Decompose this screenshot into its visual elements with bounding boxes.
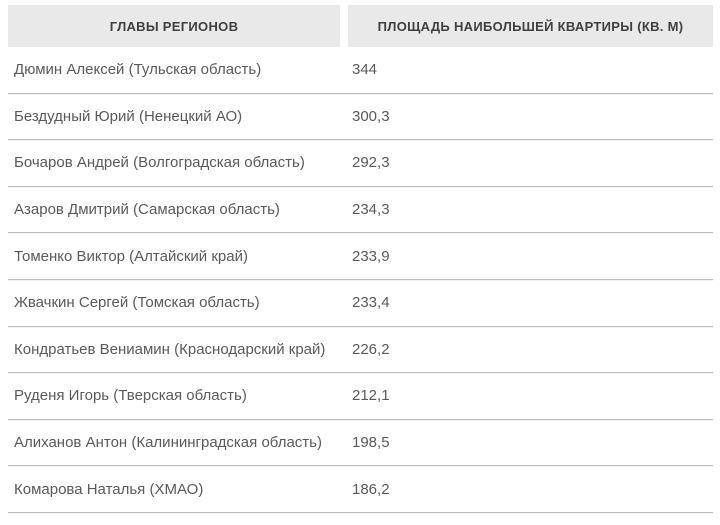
- apartment-area-cell: 234,3: [352, 201, 390, 219]
- apartment-area-cell: 344: [352, 61, 378, 79]
- column-header-region-heads: ГЛАВЫ РЕГИОНОВ: [8, 5, 340, 47]
- table-row: [8, 187, 713, 234]
- table-header-row: [8, 5, 713, 47]
- regions-apartments-table: [8, 5, 713, 513]
- region-head-cell: Бочаров Андрей (Волгоградская область): [14, 154, 305, 172]
- column-header-apartment-area: ПЛОЩАДЬ НАИБОЛЬШЕЙ КВАРТИРЫ (КВ. М): [348, 5, 713, 47]
- table-row: [8, 47, 713, 94]
- table-row: [8, 373, 713, 420]
- region-head-cell: Руденя Игорь (Тверская область): [14, 387, 247, 405]
- apartment-area-cell: 186,2: [352, 480, 390, 498]
- table-row: [8, 327, 713, 374]
- region-head-cell: Дюмин Алексей (Тульская область): [14, 61, 262, 79]
- region-head-cell: Азаров Дмитрий (Самарская область): [14, 201, 280, 219]
- table-row: [8, 94, 713, 141]
- table-body: [8, 47, 713, 513]
- apartment-area-cell: 292,3: [352, 154, 390, 172]
- apartment-area-cell: 226,2: [352, 340, 390, 358]
- apartment-area-cell: 300,3: [352, 107, 390, 125]
- region-head-cell: Жвачкин Сергей (Томская область): [14, 294, 260, 312]
- table-row: [8, 466, 713, 513]
- apartment-area-cell: 212,1: [352, 387, 390, 405]
- region-head-cell: Алиханов Антон (Калининградская область): [14, 434, 322, 452]
- table-row: [8, 233, 713, 280]
- header-column-gap: [340, 5, 348, 47]
- region-head-cell: Кондратьев Вениамин (Краснодарский край): [14, 340, 326, 358]
- apartment-area-cell: 233,9: [352, 247, 390, 265]
- table-row: [8, 420, 713, 467]
- region-head-cell: Томенко Виктор (Алтайский край): [14, 247, 248, 265]
- apartment-area-cell: 233,4: [352, 294, 390, 312]
- region-head-cell: Бездудный Юрий (Ненецкий АО): [14, 107, 243, 125]
- region-head-cell: Комарова Наталья (ХМАО): [14, 480, 204, 498]
- apartment-area-cell: 198,5: [352, 434, 390, 452]
- table-row: [8, 140, 713, 187]
- table-row: [8, 280, 713, 327]
